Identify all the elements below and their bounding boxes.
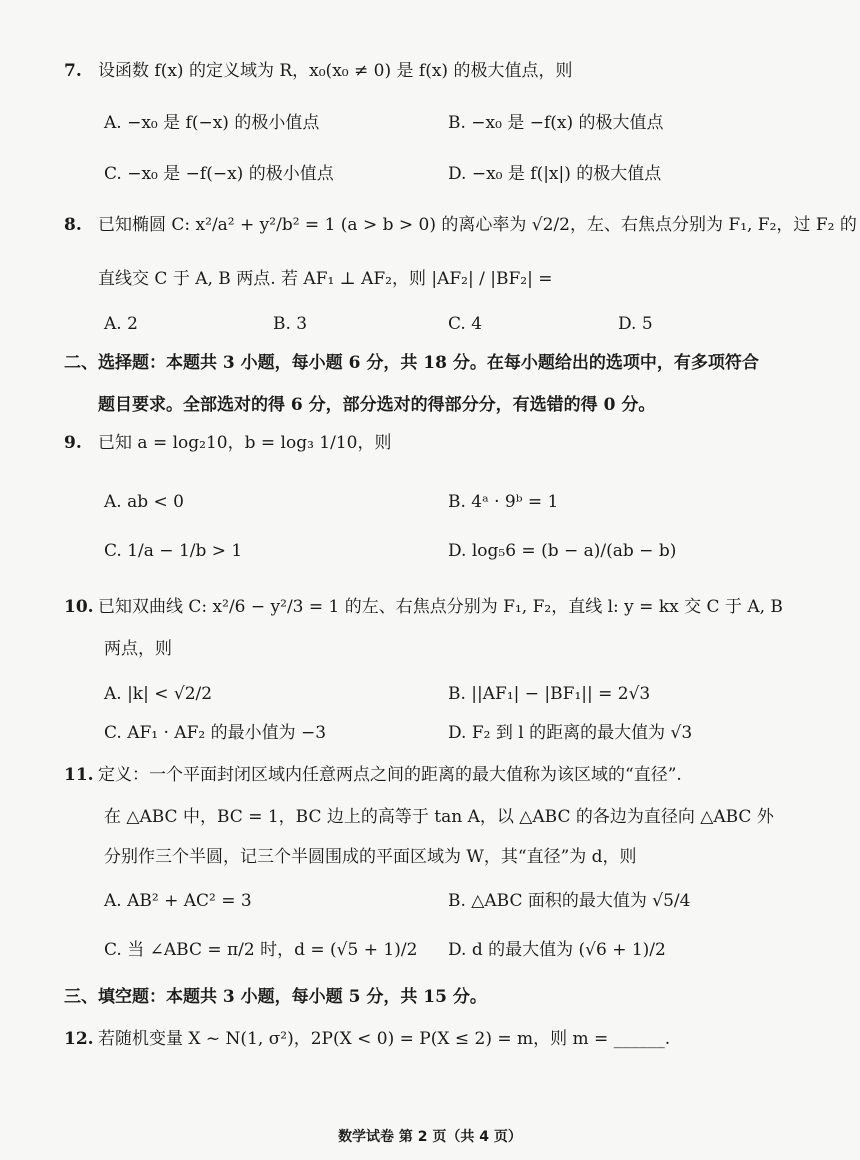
q9-option-d: D. log₅6 = (b − a)/(ab − b) [448, 541, 677, 561]
q10-option-b: B. ||AF₁| − |BF₁|| = 2√3 [448, 684, 651, 704]
q9-option-b: B. 4ᵃ · 9ᵇ = 1 [448, 492, 559, 512]
q11-option-a: A. AB² + AC² = 3 [104, 891, 252, 911]
q11-option-c: C. 当 ∠ABC = π/2 时，d = (√5 + 1)/2 [104, 940, 418, 960]
q7-option-c: C. −x₀ 是 −f(−x) 的极小值点 [104, 164, 334, 184]
question-number: 7. [64, 61, 82, 81]
question-stem: 设函数 f(x) 的定义域为 R，x₀(x₀ ≠ 0) 是 f(x) 的极大值点，则 [98, 61, 573, 81]
q9-option-a: A. ab < 0 [104, 492, 184, 512]
question-number: 11. [64, 765, 94, 785]
question-stem-line1: 已知椭圆 C: x²/a² + y²/b² = 1 (a > b > 0) 的离心率为 √2/2，左、右焦点分别为 F₁, F₂，过 F₂ 的 [98, 215, 857, 235]
q7-option-b: B. −x₀ 是 −f(x) 的极大值点 [448, 113, 664, 133]
question-stem: 若随机变量 X ~ N(1, σ²)，2P(X < 0) = P(X ≤ 2) = m，则 m = ______. [98, 1029, 671, 1049]
q8-option-c: C. 4 [448, 314, 483, 334]
section-2-instructions: 题目要求。全部选对的得 6 分，部分选对的得部分分，有选错的得 0 分。 [98, 395, 656, 415]
q10-option-d: D. F₂ 到 l 的距离的最大值为 √3 [448, 723, 693, 743]
question-stem-line1: 定义：一个平面封闭区域内任意两点之间的距离的最大值称为该区域的“直径”. [98, 765, 682, 785]
question-7 [64, 60, 572, 82]
section-3-heading: 三、填空题：本题共 3 小题，每小题 5 分，共 15 分。 [64, 987, 487, 1007]
q10-option-a: A. |k| < √2/2 [104, 684, 213, 704]
question-stem-line2: 两点，则 [104, 639, 172, 659]
question-12 [64, 1028, 670, 1050]
question-11 [64, 764, 682, 786]
question-number: 12. [64, 1029, 94, 1049]
question-stem-line1: 已知双曲线 C: x²/6 − y²/3 = 1 的左、右焦点分别为 F₁, F₂，直线 l: y = kx 交 C 于 A, B [98, 597, 783, 617]
question-stem: 已知 a = log₂10，b = log₃ 1/10，则 [98, 433, 392, 453]
q8-option-a: A. 2 [104, 314, 138, 334]
q8-option-d: D. 5 [618, 314, 653, 334]
question-8 [64, 214, 857, 236]
q11-option-b: B. △ABC 面积的最大值为 √5/4 [448, 891, 691, 911]
question-number: 9. [64, 433, 82, 453]
question-number: 10. [64, 597, 94, 617]
q7-option-a: A. −x₀ 是 f(−x) 的极小值点 [104, 113, 320, 133]
q11-option-d: D. d 的最大值为 (√6 + 1)/2 [448, 940, 666, 960]
question-stem-line3: 分别作三个半圆，记三个半圆围成的平面区域为 W，其“直径”为 d，则 [104, 847, 637, 867]
q7-option-d: D. −x₀ 是 f(|x|) 的极大值点 [448, 164, 662, 184]
page-footer: 数学试卷 第 2 页（共 4 页） [338, 1129, 522, 1145]
question-10 [64, 596, 783, 618]
q8-option-b: B. 3 [273, 314, 308, 334]
question-stem-line2: 直线交 C 于 A, B 两点. 若 AF₁ ⊥ AF₂，则 |AF₂| / |BF₂| = [98, 269, 553, 289]
question-stem-line2: 在 △ABC 中，BC = 1，BC 边上的高等于 tan A，以 △ABC 的各边为直径向 △ABC 外 [104, 807, 774, 827]
question-9 [64, 432, 391, 454]
question-number: 8. [64, 215, 82, 235]
section-2-heading: 二、选择题：本题共 3 小题，每小题 6 分，共 18 分。在每小题给出的选项中，有多项符合 [64, 353, 759, 373]
q10-option-c: C. AF₁ · AF₂ 的最小值为 −3 [104, 723, 327, 743]
q9-option-c: C. 1/a − 1/b > 1 [104, 541, 243, 561]
